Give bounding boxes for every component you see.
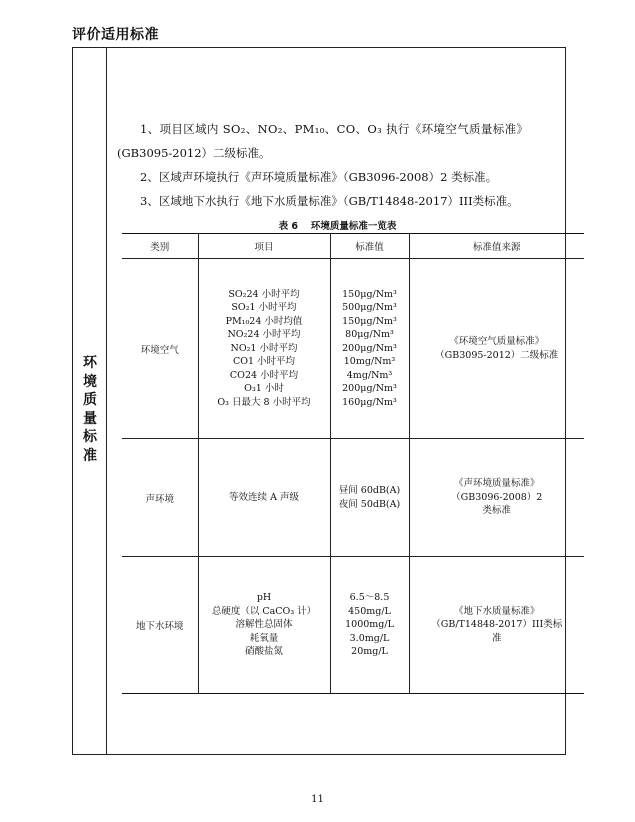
cell-values-line: 160μg/Nm³ bbox=[342, 396, 397, 408]
cell-source bbox=[409, 439, 584, 557]
standards-frame bbox=[72, 47, 566, 755]
cell-items-line: PM₁₀24 小时均值 bbox=[225, 315, 303, 327]
cell-source-line: （GB3096-2008）2 bbox=[451, 491, 543, 503]
page-number: 11 bbox=[311, 794, 324, 805]
header-item: 项目 bbox=[198, 234, 330, 259]
table-row bbox=[122, 439, 584, 557]
cell-items-line: SO₂1 小时平均 bbox=[231, 302, 297, 314]
side-char: 量 bbox=[83, 410, 97, 427]
cell-values-line: 6.5～8.5 bbox=[349, 592, 390, 604]
cell-items-line: O₃ 日最大 8 小时平均 bbox=[217, 396, 311, 408]
paragraph-air-standard: 1、项目区域内 SO₂、NO₂、PM₁₀、CO、O₃ 执行《环境空气质量标准》 bbox=[140, 122, 529, 136]
side-column bbox=[73, 48, 107, 754]
cell-source bbox=[409, 557, 584, 694]
cell-source-line: 《地下水质量标准》 bbox=[453, 605, 540, 617]
cell-items-line: SO₂24 小时平均 bbox=[228, 288, 300, 300]
cell-values-line: 450mg/L bbox=[348, 605, 391, 617]
table-caption: 表 6 环境质量标准一览表 bbox=[278, 221, 397, 232]
cell-items bbox=[198, 439, 330, 557]
cell-source-line: 类标准 bbox=[482, 505, 511, 517]
header-source: 标准值来源 bbox=[409, 234, 584, 259]
section-heading: 评价适用标准 bbox=[72, 27, 159, 43]
content-area bbox=[108, 48, 565, 754]
cell-values-line: 夜间 50dB(A) bbox=[338, 498, 401, 510]
side-char: 环 bbox=[83, 355, 97, 371]
cell-category: 地下水环境 bbox=[122, 557, 198, 694]
cell-category: 环境空气 bbox=[122, 259, 198, 439]
cell-source bbox=[409, 259, 584, 439]
cell-items-line: pH bbox=[256, 592, 272, 604]
side-label bbox=[73, 354, 107, 465]
cell-values-line: 200μg/Nm³ bbox=[342, 342, 397, 354]
cell-items-line: NO₂1 小时平均 bbox=[230, 342, 298, 354]
cell-items-line: CO1 小时平均 bbox=[232, 356, 296, 368]
table-header-row bbox=[122, 234, 584, 259]
table-row bbox=[122, 259, 584, 439]
header-value: 标准值 bbox=[330, 234, 409, 259]
cell-items-line: 总硬度（以 CaCO₃ 计） bbox=[211, 605, 317, 617]
side-char: 标 bbox=[83, 429, 97, 445]
cell-items-line: 硝酸盐氮 bbox=[244, 646, 283, 658]
cell-values-line: 150μg/Nm³ bbox=[342, 315, 397, 327]
cell-values-line: 10mg/Nm³ bbox=[343, 356, 396, 368]
cell-values-line: 20mg/L bbox=[351, 646, 388, 658]
cell-values bbox=[330, 557, 409, 694]
cell-category: 声环境 bbox=[122, 439, 198, 557]
paragraph-noise-standard: 2、区域声环境执行《声环境质量标准》（GB3096-2008）2 类标准。 bbox=[140, 170, 498, 184]
cell-source-line: 《环境空气质量标准》 bbox=[449, 336, 545, 347]
cell-source-line: （GB/T14848-2017）III类标 bbox=[431, 619, 563, 631]
paragraph-air-standard-cont: (GB3095-2012）二级标准。 bbox=[117, 146, 271, 160]
cell-source-line: （GB3095-2012）二级标准 bbox=[435, 349, 559, 361]
table-row bbox=[122, 557, 584, 694]
cell-source-line: 《声环境质量标准》 bbox=[453, 478, 540, 490]
side-char: 准 bbox=[83, 447, 97, 464]
standards-table bbox=[122, 233, 584, 694]
cell-items-line: 耗氧量 bbox=[249, 632, 279, 644]
cell-values-line: 500μg/Nm³ bbox=[342, 302, 397, 314]
cell-items-line: CO24 小时平均 bbox=[229, 369, 299, 381]
header-category: 类别 bbox=[122, 234, 198, 259]
cell-values-line: 昼间 60dB(A) bbox=[338, 485, 401, 496]
side-char: 境 bbox=[83, 373, 97, 390]
cell-values-line: 80μg/Nm³ bbox=[345, 329, 394, 341]
cell-values bbox=[330, 259, 409, 439]
cell-values-line: 4mg/Nm³ bbox=[346, 369, 393, 381]
cell-items-line: O₃1 小时 bbox=[244, 383, 284, 395]
cell-items-line: NO₂24 小时平均 bbox=[227, 329, 301, 341]
cell-values bbox=[330, 439, 409, 557]
cell-items-line: 溶解性总固体 bbox=[235, 619, 293, 631]
cell-items bbox=[198, 259, 330, 439]
cell-items-line: 等效连续 A 声级 bbox=[229, 491, 299, 503]
cell-values-line: 1000mg/L bbox=[345, 619, 394, 631]
paragraph-groundwater-standard: 3、区域地下水执行《地下水质量标准》（GB/T14848-2017）III类标准。 bbox=[140, 194, 519, 208]
cell-values-line: 3.0mg/L bbox=[349, 632, 390, 644]
cell-values-line: 150μg/Nm³ bbox=[342, 288, 397, 300]
cell-items bbox=[198, 557, 330, 694]
side-char: 质 bbox=[83, 392, 97, 408]
cell-values-line: 200μg/Nm³ bbox=[342, 383, 397, 395]
cell-source-line: 准 bbox=[491, 632, 502, 644]
